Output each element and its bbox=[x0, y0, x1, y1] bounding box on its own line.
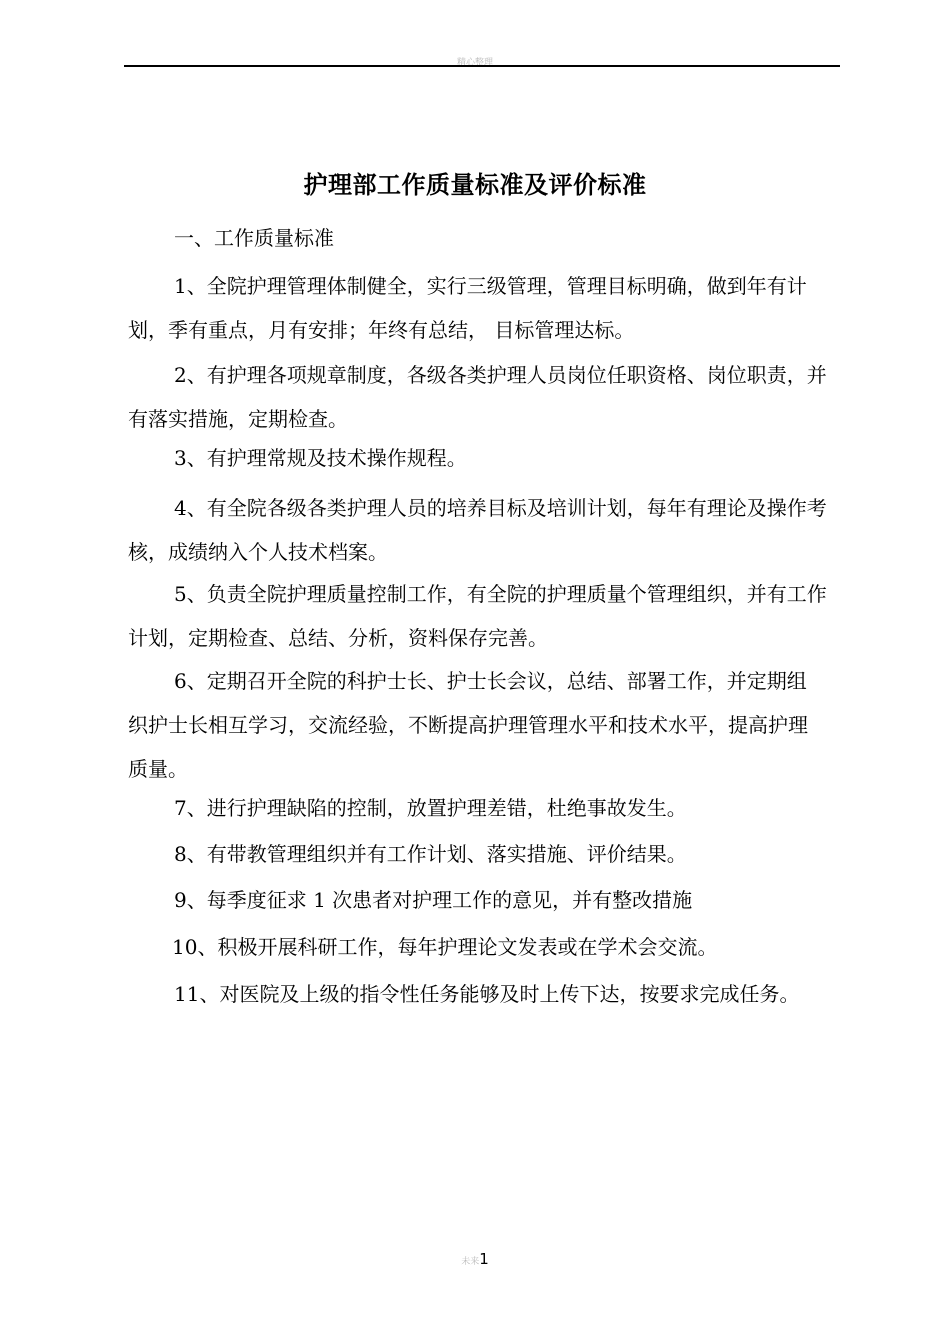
list-item: 5、负责全院护理质量控制工作，有全院的护理质量个管理组织，并有工作计划，定期检查、总结、分析，资料保存完善。 bbox=[128, 582, 827, 650]
section-heading: 一、工作质量标准 bbox=[174, 226, 334, 250]
list-item: 4、有全院各级各类护理人员的培养目标及培训计划，每年有理论及操作考核，成绩纳入个人技术档案。 bbox=[128, 496, 827, 564]
list-item: 6、定期召开全院的科护士长、护士长会议，总结、部署工作，并定期组织护士长相互学习，交流经验，不断提高护理管理水平和技术水平，提高护理质量。 bbox=[128, 669, 808, 781]
list-item: 10、积极开展科研工作，每年护理论文发表或在学术会交流。 bbox=[172, 935, 718, 959]
page-footer bbox=[0, 1249, 950, 1268]
list-item: 2、有护理各项规章制度，各级各类护理人员岗位任职资格、岗位职责，并有落实措施，定期检查。 bbox=[128, 363, 827, 431]
list-item: 8、有带教管理组织并有工作计划、落实措施、评价结果。 bbox=[174, 842, 687, 866]
list-item: 1、全院护理管理体制健全，实行三级管理，管理目标明确，做到年有计划，季有重点，月有安排；年终有总结， 目标管理达标。 bbox=[128, 274, 807, 342]
page-number: 1 bbox=[479, 1250, 489, 1268]
list-item: 3、有护理常规及技术操作规程。 bbox=[174, 446, 467, 470]
document-title: 护理部工作质量标准及评价标准 bbox=[303, 170, 647, 199]
list-item: 7、进行护理缺陷的控制，放置护理差错，杜绝事故发生。 bbox=[174, 796, 687, 820]
list-item: 9、每季度征求 1 次患者对护理工作的意见，并有整改措施 bbox=[174, 888, 693, 912]
header-rule bbox=[124, 65, 840, 67]
list-item: 11、对医院及上级的指令性任务能够及时上传下达，按要求完成任务。 bbox=[174, 982, 800, 1006]
page-header-text: 精心整理 bbox=[456, 58, 493, 68]
footer-text: 未来 bbox=[461, 1257, 480, 1267]
